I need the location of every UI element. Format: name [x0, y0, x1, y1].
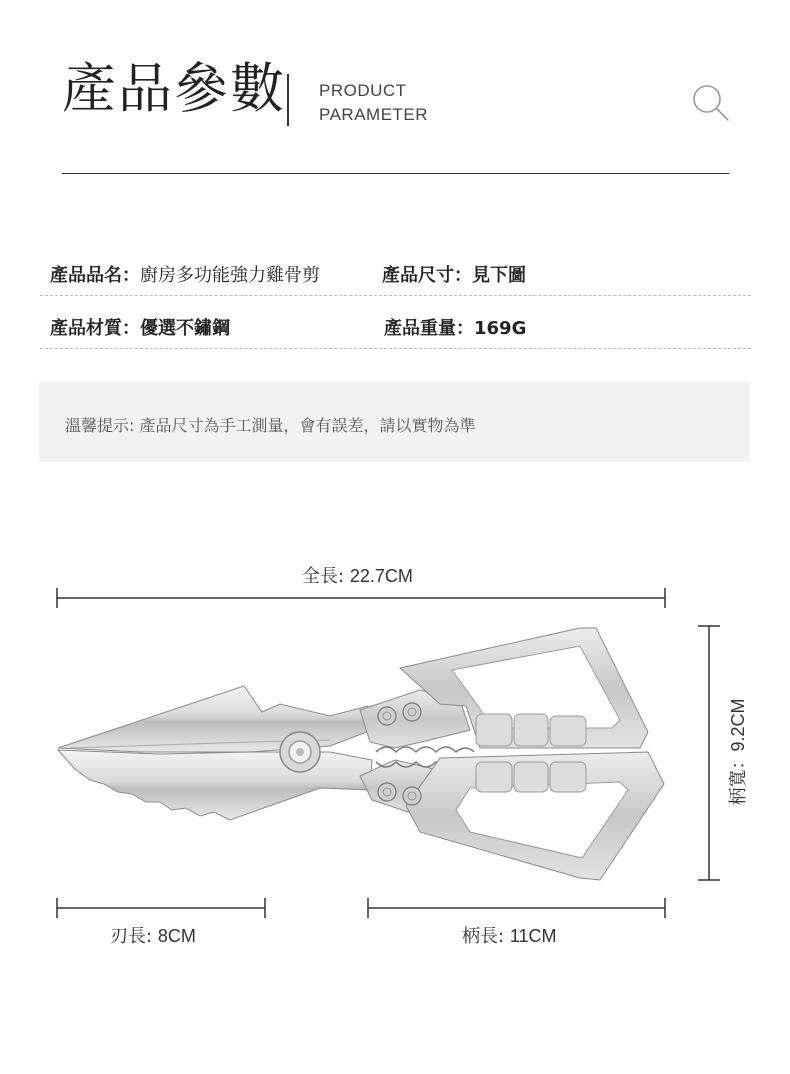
- blade-length-value: 8CM: [157, 926, 196, 946]
- blade-length-dimension-line: [57, 898, 265, 918]
- handle-length-dimension-line: [368, 898, 665, 918]
- tip-text: 溫馨提示: 產品尺寸為手工測量，會有誤差，請以實物為準: [65, 416, 476, 435]
- weight-label: 產品重量：: [384, 318, 474, 339]
- subtitle-line-1: PRODUCT: [319, 81, 407, 100]
- handle-length-value: 11CM: [509, 926, 557, 946]
- name-label: 產品品名：: [50, 265, 140, 286]
- total-length-caption: 全長:: [302, 566, 345, 587]
- total-length-dimension-line: [57, 588, 665, 608]
- handle-width-value: 9.2CM: [728, 698, 748, 752]
- material-value: 優選不鏽鋼: [140, 318, 230, 339]
- handle-width-caption: 柄寬：: [728, 751, 749, 806]
- subtitle-line-2: PARAMETER: [319, 105, 429, 124]
- kitchen-scissors-image: [58, 628, 664, 880]
- total-length-value: 22.7CM: [349, 566, 413, 586]
- handle-width-dimension-line: [698, 626, 720, 880]
- size-label: 產品尺寸：: [382, 265, 472, 286]
- material-label: 產品材質：: [50, 318, 140, 339]
- page-title: 產品參數: [62, 57, 286, 120]
- name-value: 廚房多功能強力雞骨剪: [140, 265, 320, 286]
- blade-length-caption: 刃長:: [110, 926, 153, 947]
- handle-length-caption: 柄長:: [462, 926, 505, 947]
- size-value: 見下圖: [472, 265, 526, 286]
- weight-value: 169G: [474, 318, 527, 339]
